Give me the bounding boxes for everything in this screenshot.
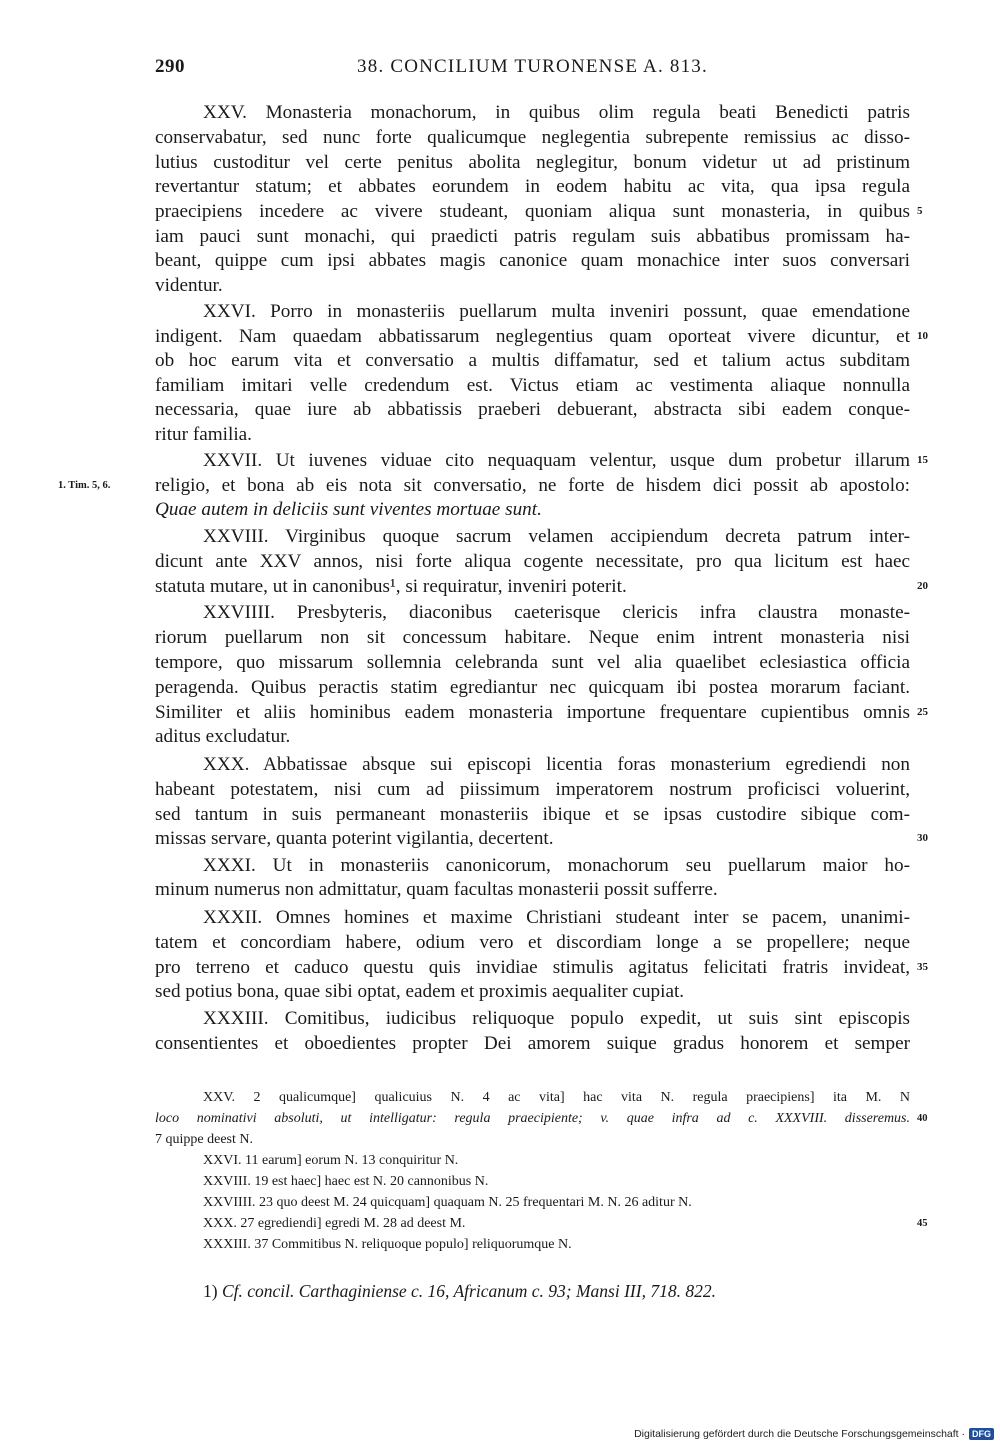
text-line: XXXII. Omnes homines et maxime Christiani studeant inter se pacem, unanimi- <box>203 907 910 928</box>
text-line: necessaria, quae iure ab abbatissis praeberi debuerant, abstracta sibi eadem conque- <box>155 399 910 420</box>
text-line: tatem et concordiam habere, odium vero et discordiam longe a se propellere; neque <box>155 932 910 953</box>
text-line: minum numerus non admittatur, quam facultas monasterii possit sufferre. <box>155 879 718 900</box>
page-header <box>155 56 910 86</box>
apparatus-line: XXX. 27 egrediendi] egredi M. 28 ad deest M. <box>203 1216 466 1231</box>
apparatus-line: XXXIII. 37 Commitibus N. reliquoque populo] reliquorumque N. <box>203 1237 572 1252</box>
text-line: pro terreno et caduco questu quis invidiae stimulis agitatus felicitati fratris invideat, <box>155 957 910 978</box>
apparatus-line-number: 45 <box>917 1218 928 1229</box>
line-number: 30 <box>917 832 928 844</box>
line-number: 20 <box>917 580 928 592</box>
footnote <box>203 1279 716 1303</box>
text-line: indigent. Nam quaedam abbatissarum neglegentius quam oporteat vivere dicuntur, et <box>155 326 910 347</box>
text-line: aditus excludatur. <box>155 726 291 747</box>
text-line: peragenda. Quibus peractis statim egrediantur nec quicquam ibi postea morarum faciant. <box>155 677 910 698</box>
apparatus-line: XXVI. 11 earum] eorum N. 13 conquiritur N. <box>203 1153 459 1168</box>
apparatus-line: XXVIII. 19 est haec] haec est N. 20 cannonibus N. <box>203 1174 489 1189</box>
text-line: statuta mutare, ut in canonibus¹, si requiratur, inveniri poterit. <box>155 576 627 597</box>
text-line: conservabatur, sed nunc forte qualicumque neglegentia subrepente remissius ac disso- <box>155 127 910 148</box>
text-line: ritur familia. <box>155 424 252 445</box>
line-number: 25 <box>917 706 928 718</box>
line-number: 15 <box>917 454 928 466</box>
text-line: tempore, quo missarum sollemnia celebranda sunt vel alia quaelibet eclesiastica officia <box>155 652 910 673</box>
text-line: sed potius bona, quae sibi optat, eadem et proximis aequaliter cupiat. <box>155 981 685 1002</box>
text-line: XXVI. Porro in monasteriis puellarum multa inveniri possunt, quae emendatione <box>203 301 910 322</box>
text-line: dicunt ante XXV annos, nisi forte aliqua cogente necessitate, pro qua licitum est haec <box>155 551 910 572</box>
text-line: religio, et bona ab eis nota sit conversatio, ne forte de hisdem dici possit ab apostolo: <box>155 475 910 496</box>
text-line: missas servare, quanta poterint vigilantia, decertent. <box>155 828 554 849</box>
text-line: XXV. Monasteria monachorum, in quibus olim regula beati Benedicti patris <box>203 102 910 123</box>
text-line: XXXIII. Comitibus, iudicibus reliquoque populo expedit, ut suis sint episcopis <box>203 1008 910 1029</box>
text-line: XXXI. Ut in monasteriis canonicorum, monachorum seu puellarum maior ho- <box>203 855 910 876</box>
text-line: praecipiens incedere ac vivere studeant, quoniam aliqua sunt monasteria, in quibus <box>155 201 910 222</box>
footnote-marker: 1) <box>203 1281 218 1301</box>
text-line: revertantur statum; et abbates eorundem in eodem habitu ac vita, qua ipsa regula <box>155 176 910 197</box>
text-line: XXVII. Ut iuvenes viduae cito nequaquam velentur, usque dum probetur illarum <box>203 450 910 471</box>
text-line: familiam imitari velle credendum est. Victus etiam ac vestimenta aliaque nonnulla <box>155 375 910 396</box>
text-line: consentientes et oboedientes propter Dei amorem suique gradus honorem et semper <box>155 1033 910 1054</box>
text-line: habeant potestatem, nisi cum ad piissimum imperatorem nostrum proficisci voluerint, <box>155 779 910 800</box>
running-title: 38. CONCILIUM TURONENSE A. 813. <box>357 56 708 77</box>
text-line: sed tantum in suis permaneant monasteriis ibique et se ipsas custodire sibique com- <box>155 804 910 825</box>
apparatus-line: 7 quippe deest N. <box>155 1132 253 1147</box>
apparatus-line-number: 40 <box>917 1113 928 1124</box>
line-number: 10 <box>917 330 928 342</box>
line-number: 5 <box>917 205 923 217</box>
text-line: beant, quippe cum ipsi abbates magis canonice quam monachice inter suos conversari <box>155 250 910 271</box>
text-line: riorum puellarum non sit concessum habitare. Neque enim intrent monasteria nisi <box>155 627 910 648</box>
text-line: lutius custoditur vel certe penitus abolita neglegitur, bonum videtur ut ad pristinum <box>155 152 910 173</box>
text-line: XXVIIII. Presbyteris, diaconibus caeterisque clericis infra claustra monaste- <box>203 602 910 623</box>
text-line: XXX. Abbatissae absque sui episcopi licentia foras monasterium egrediendi non <box>203 754 910 775</box>
apparatus-line: XXV. 2 qualicumque] qualicuius N. 4 ac vita] hac vita N. regula praecipiens] ita M. N <box>203 1090 910 1105</box>
footnote-text: Cf. concil. Carthaginiense c. 16, Africanum c. 93; Mansi III, 718. 822. <box>221 1281 716 1301</box>
dfg-logo: DFG <box>969 1428 994 1440</box>
apparatus-line: XXVIIII. 23 quo deest M. 24 quicquam] quaquam N. 25 frequentari M. N. 26 aditur N. <box>203 1195 692 1210</box>
text-line: iam pauci sunt monachi, qui praedicti patris regulam suis abbatibus promissam ha- <box>155 226 910 247</box>
margin-reference: 1. Tim. 5, 6. <box>58 480 111 491</box>
text-line: ob hoc earum vita et conversatio a multis diffamatur, sed et talium actus subditam <box>155 350 910 371</box>
line-number: 35 <box>917 961 928 973</box>
text-line: Quae autem in deliciis sunt viventes mortuae sunt. <box>155 499 542 520</box>
text-line: Similiter et aliis hominibus eadem monasteria importune frequentare cupientibus omnis <box>155 702 910 723</box>
page-number: 290 <box>155 56 185 77</box>
text-line: XXVIII. Virginibus quoque sacrum velamen accipiendum decreta patrum inter- <box>203 526 910 547</box>
digitization-credit <box>634 1428 994 1440</box>
apparatus-line: loco nominativi absoluti, ut intelligatur: regula praecipiente; v. quae infra ad c. XXXVIII. disseremus. <box>155 1111 910 1126</box>
text-line: videntur. <box>155 275 223 296</box>
credit-text: Digitalisierung gefördert durch die Deutsche Forschungsgemeinschaft · <box>634 1428 965 1440</box>
